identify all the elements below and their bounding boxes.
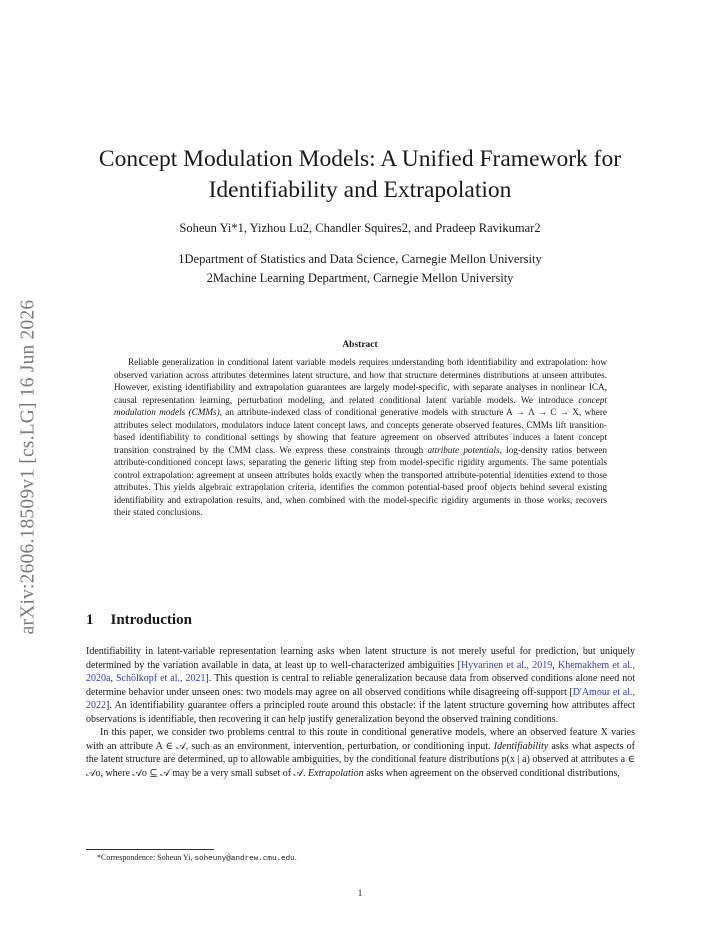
footnote: *Correspondence: Soheun Yi, soheuny@andrew.cmu.edu. bbox=[97, 853, 297, 863]
paper-title: Concept Modulation Models: A Unified Framework for Identifiability and Extrapolation bbox=[98, 146, 622, 203]
email-address: soheuny@andrew.cmu.edu bbox=[194, 855, 295, 863]
abstract-text: Reliable generalization in conditional latent variable models requires understanding both identifiability and extrapolation: how observed variation across attributes determines latent structure, and how that structure determines distributions at unseen attributes. However, existing identifiability and extrapolation guarantees are largely model-specific, with separate analyses in nonlinear ICA, causal representation learning, perturbation modeling, and related conditional latent variable models. We introduce concept modulation models (CMMs), an attribute-indexed class of conditional generative models with structure A → Λ → C → X, where attributes select modulators, modulators induce latent concept laws, and concepts generate observed features. CMMs lift transition-based identifiability to conditional settings by showing that feature agreement on observed attributes induces a latent concept transition constrained by the CMM class. We express these constraints through attribute potentials, log-density ratios between attribute-conditioned concept laws, separating the generic lifting step from model-specific rigidity arguments. The same potentials control extrapolation: agreement at unseen attributes holds exactly when the transported attribute-potential identities extend to those attributes. This yields algebraic extrapolation criteria, identifies the common potential-based proof objects behind several existing identifiability and extrapolation results, and, when combined with the model-specific rigidity arguments in those works, recovers their stated conclusions. bbox=[114, 357, 607, 517]
intro-body bbox=[86, 645, 635, 780]
citation-link[interactable]: D'Amour et al., 2022 bbox=[86, 686, 635, 711]
citation-link[interactable]: Khemakhem et al., 2020a bbox=[86, 659, 636, 684]
abstract-heading: Abstract bbox=[342, 340, 378, 350]
page-number: 1 bbox=[357, 889, 363, 899]
citation-link[interactable]: Schölkopf et al., 2021 bbox=[115, 673, 206, 684]
arxiv-stamp: arXiv:2606.18509v1 [cs.LG] 16 Jun 2026 bbox=[17, 299, 39, 635]
affiliation-2: 2Machine Learning Department, Carnegie Mellon University bbox=[206, 271, 514, 285]
author-list: Soheun Yi*1, Yizhou Lu2, Chandler Squires2, and Pradeep Ravikumar2 bbox=[179, 221, 541, 235]
section-heading: 1 Introduction bbox=[86, 612, 192, 628]
intro-paragraph-2: In this paper, we consider two problems central to this route in conditional generative models, where an observed feature X varies with an attribute A ∈ 𝒜, such as an environment, intervention, perturbation, or conditioning input. Identifiability asks what aspects of the latent structure are determined, up to allowable ambiguities, by the conditional feature distributions p(x | a) observed at attributes a ∈ 𝒜o, where 𝒜o ⊆ 𝒜 may be a very small subset of 𝒜. Extrapolation asks when agreement on the observed conditional distributions, bbox=[86, 727, 635, 779]
citation-link[interactable]: Hyvarinen et al., 2019 bbox=[460, 659, 553, 671]
affiliation-1: 1Department of Statistics and Data Science, Carnegie Mellon University bbox=[178, 252, 542, 266]
footnote-rule bbox=[86, 849, 214, 850]
intro-paragraph-1: Identifiability in latent-variable representation learning asks when latent structure is not merely useful for prediction, but uniquely determined by the variation available in data, at least up to well-characterized ambiguities [Hyvarinen et al., 2019, Khemakhem et al., 2020a, Schölkopf et al., 2021]. This question is central to reliable generalization because data from observed conditions alone need not determine behavior under unseen ones: two models may agree on all observed conditions while disagreeing off-support [D'Amour et al., 2022]. An identifiability guarantee offers a principled route around this obstacle: if the latent structure governing how attributes affect observations is identifiable, then recovering it can help justify generalization beyond the observed training conditions. bbox=[86, 646, 636, 725]
